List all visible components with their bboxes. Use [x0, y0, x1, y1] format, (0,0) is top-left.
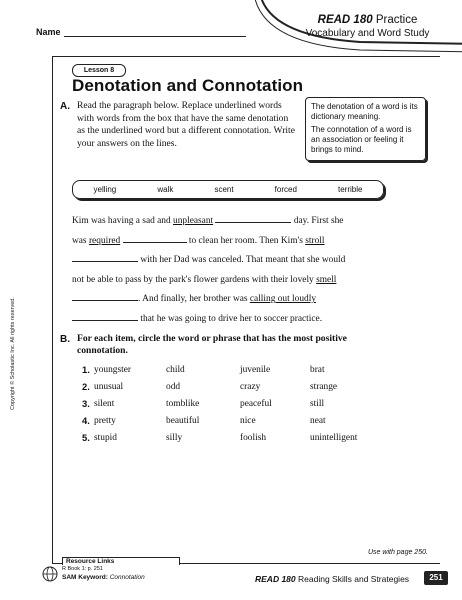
word-box-item: terrible: [337, 185, 363, 194]
word-option[interactable]: neat: [310, 415, 326, 426]
para-text: day. First she: [293, 216, 344, 226]
para-text: not be able to pass by the park's flower gardens with their lovely: [72, 274, 314, 285]
word-box: [72, 180, 384, 199]
exercise-paragraph: [72, 212, 402, 329]
word-option[interactable]: crazy: [240, 381, 261, 392]
word-option[interactable]: brat: [310, 364, 325, 375]
word-option[interactable]: strange: [310, 381, 338, 392]
word-option[interactable]: still: [310, 398, 325, 409]
section-b-instructions: For each item, circle the word or phrase that has the most positive connotation.: [77, 333, 347, 356]
list-item: [82, 361, 390, 378]
word-option[interactable]: tomblike: [166, 398, 200, 409]
underlined-word: unpleasant: [173, 216, 214, 226]
sam-keyword-value: Connotation: [109, 574, 145, 581]
name-line[interactable]: [64, 36, 246, 37]
rbook-link: [62, 566, 103, 572]
word-box-item: walk: [157, 185, 174, 194]
para-text: with her Dad was canceled. That meant that she would: [140, 255, 346, 265]
sam-keyword: [62, 574, 145, 581]
word-option[interactable]: beautiful: [166, 415, 200, 426]
item-number: 1.: [82, 364, 90, 375]
word-option[interactable]: pretty: [94, 415, 116, 426]
list-item: [82, 412, 390, 429]
word-option[interactable]: silent: [94, 398, 115, 409]
word-box-item: forced: [274, 185, 297, 194]
list-item: [82, 378, 390, 395]
frame-top-rule: [52, 56, 440, 57]
item-number: 4.: [82, 415, 90, 426]
word-box-item: yelling: [93, 185, 117, 194]
header-brand: READ 180: [317, 14, 373, 26]
lesson-label: Lesson 8: [72, 64, 126, 77]
item-number: 3.: [82, 398, 90, 409]
section-b-letter: B.: [60, 334, 70, 345]
section-a-letter: A.: [60, 101, 70, 112]
word-option[interactable]: juvenile: [240, 364, 271, 375]
word-option[interactable]: unintelligent: [310, 432, 358, 443]
frame-left-rule: [52, 56, 53, 564]
footer-brand: READ 180: [255, 574, 296, 584]
answer-blank[interactable]: [72, 291, 138, 301]
sam-keyword-label: SAM Keyword:: [62, 574, 108, 581]
word-option[interactable]: foolish: [240, 432, 267, 443]
use-with-note: Use with page 250.: [368, 549, 428, 556]
para-text: was: [72, 235, 87, 246]
denotation-definition: The denotation of a word is its dictionary meaning.: [311, 102, 418, 121]
page-title: Denotation and Connotation: [72, 76, 304, 95]
word-option[interactable]: unusual: [94, 381, 124, 392]
underlined-word: calling out loudly: [249, 294, 317, 304]
para-text: Kim was having a sad and: [72, 216, 171, 226]
definition-box: [305, 97, 426, 161]
word-option[interactable]: nice: [240, 415, 256, 426]
word-choice-list: [82, 361, 390, 446]
copyright-notice: Copyright © Scholastic Inc. All rights reserved.: [10, 297, 16, 410]
para-text: . And finally, her brother was: [138, 294, 248, 304]
answer-blank[interactable]: [72, 311, 138, 321]
word-option[interactable]: silly: [166, 432, 183, 443]
resource-links-title: Resource Links: [62, 557, 180, 565]
header-title: [280, 14, 455, 27]
item-number: 5.: [82, 432, 90, 443]
underlined-word: required: [88, 235, 121, 246]
name-label: Name: [36, 27, 61, 37]
footer-title: Reading Skills and Strategies: [298, 574, 410, 584]
para-text: to clean her room. Then Kim's: [188, 235, 303, 246]
list-item: [82, 429, 390, 446]
word-option[interactable]: peaceful: [240, 398, 272, 409]
underlined-word: stroll: [305, 235, 325, 246]
word-option[interactable]: youngster: [94, 364, 131, 375]
header-title-rest: Practice: [375, 14, 418, 26]
answer-blank[interactable]: [72, 252, 138, 262]
rbook-text: R Book 1: p. 251: [62, 566, 103, 572]
underlined-word: smell: [316, 274, 337, 285]
word-box-item: scent: [214, 185, 234, 194]
item-number: 2.: [82, 381, 90, 392]
page-number: 251: [424, 571, 448, 585]
word-option[interactable]: odd: [166, 381, 181, 392]
header-subtitle: Vocabulary and Word Study: [305, 28, 430, 39]
footer-series-title: [255, 574, 409, 584]
connotation-definition: The connotation of a word is an association or feeling it brings to mind.: [311, 125, 412, 154]
list-item: [82, 395, 390, 412]
answer-blank[interactable]: [123, 233, 187, 243]
word-option[interactable]: stupid: [94, 432, 117, 443]
para-text: that he was going to drive her to soccer practice.: [140, 313, 323, 324]
section-a-instructions: Read the paragraph below. Replace underlined words with words from the box that have the same denotation as the underlined word but a different connotation. Write your answers on the lines.: [77, 100, 295, 149]
answer-blank[interactable]: [215, 213, 291, 223]
header-curve-decoration: [240, 0, 462, 84]
word-option[interactable]: child: [166, 364, 185, 375]
globe-icon: [42, 566, 58, 582]
